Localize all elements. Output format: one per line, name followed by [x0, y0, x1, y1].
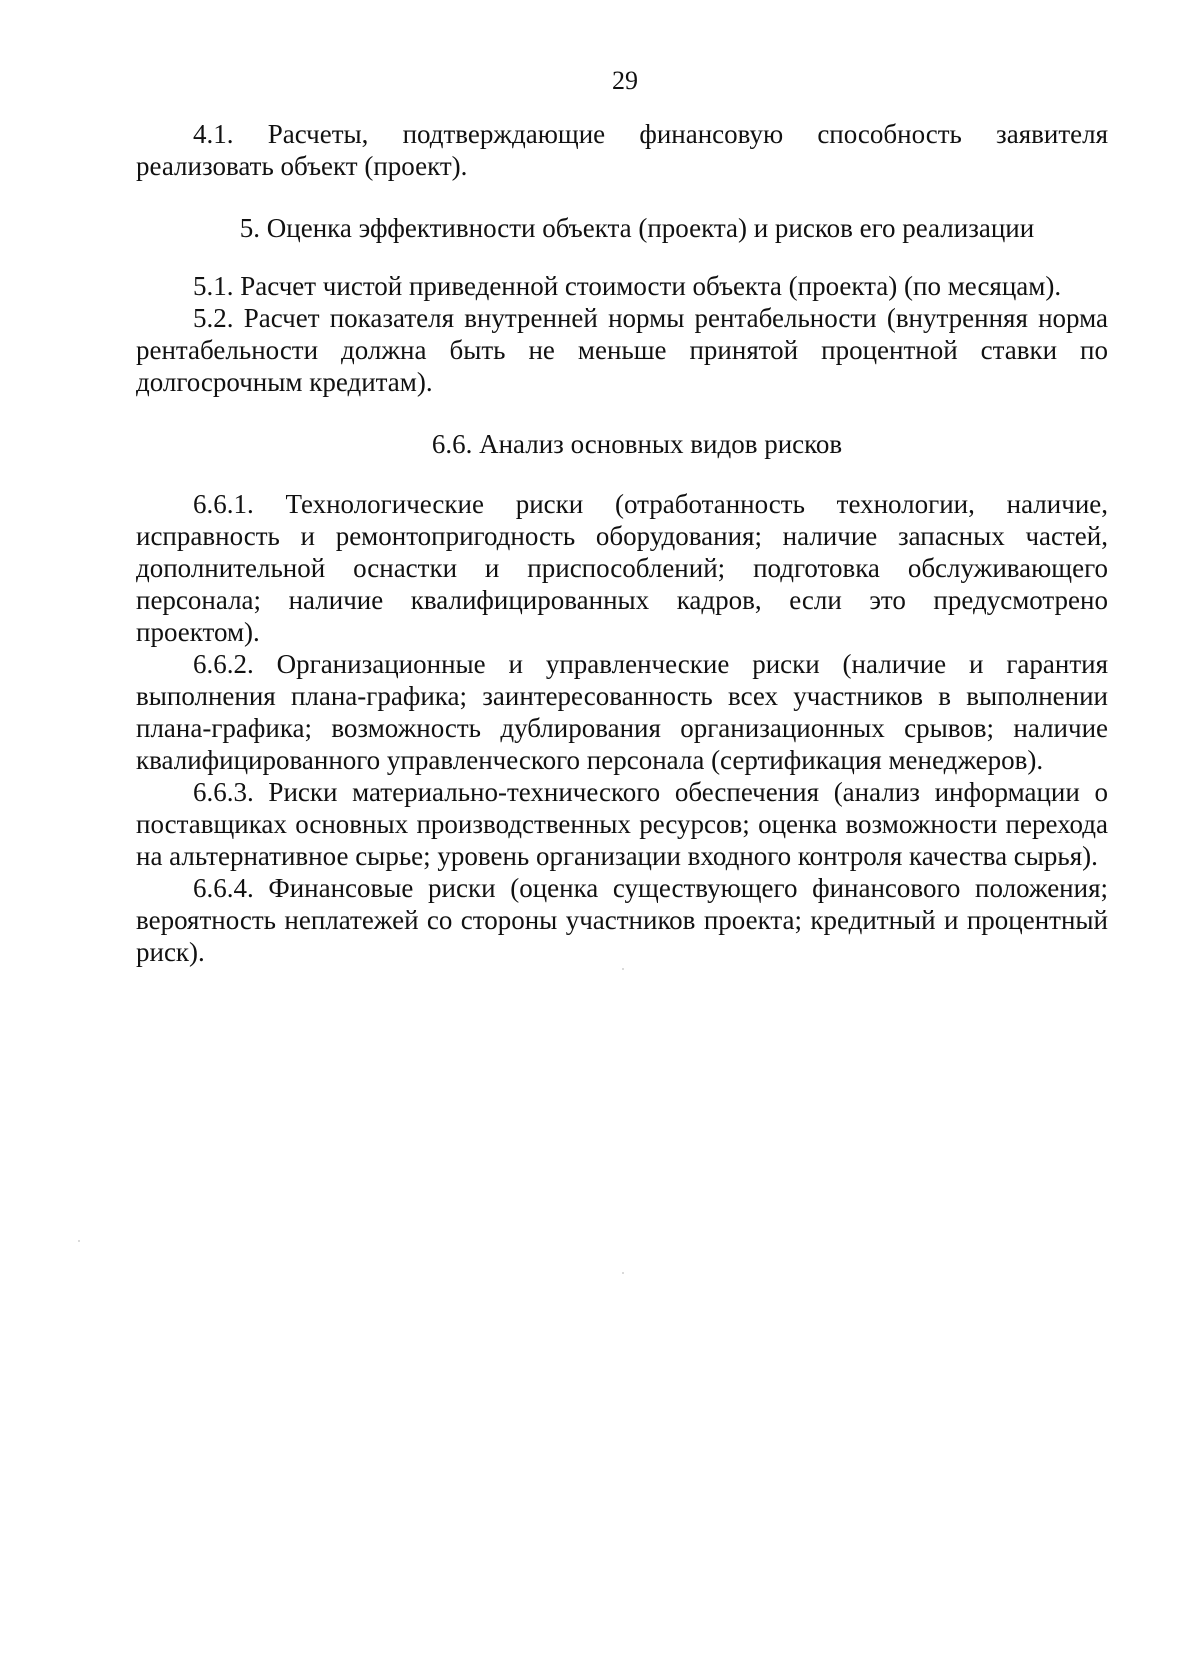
paragraph-5-1: 5.1. Расчет чистой приведенной стоимости объекта (проекта) (по месяцам). — [193, 271, 1062, 301]
scan-speck — [78, 1240, 80, 1242]
paragraph-6-6-1: 6.6.1. Технологические риски (отработанность технологии, наличие, исправность и ремонтопригодность оборудования; наличие запасных частей, дополнительной оснастки и приспособлений; подготовка обслуживающего персонала; наличие квалифицированных кадров, если это предусмотрено проектом). — [136, 489, 1108, 647]
document-body — [136, 118, 1108, 968]
scan-speck — [622, 968, 624, 970]
paragraph-6-6-3: 6.6.3. Риски материально-технического обеспечения (анализ информации о поставщиках основных производственных ресурсов; оценка возможности перехода на альтернативное сырье; уровень организации входного контроля качества сырья). — [136, 777, 1108, 871]
scan-speck — [622, 1272, 624, 1274]
paragraph-6-6-4: 6.6.4. Финансовые риски (оценка существующего финансового положения; вероятность неплатежей со стороны участников проекта; кредитный и процентный риск). — [136, 873, 1108, 967]
heading-section-5: 5. Оценка эффективности объекта (проекта) и рисков его реализации — [239, 213, 1035, 243]
page-number: 29 — [612, 66, 638, 95]
paragraph-4-1: 4.1. Расчеты, подтверждающие финансовую способность заявителя реализовать объект (проект). — [136, 119, 1108, 181]
paragraph-6-6-2: 6.6.2. Организационные и управленческие риски (наличие и гарантия выполнения плана-графика; заинтересованность всех участников в выполнении плана-графика; возможность дублирования организационных срывов; наличие квалифицированного управленческого персонала (сертификация менеджеров). — [136, 649, 1108, 775]
heading-section-6-6: 6.6. Анализ основных видов рисков — [431, 429, 843, 459]
paragraph-5-2: 5.2. Расчет показателя внутренней нормы рентабельности (внутренняя норма рентабельности должна быть не меньше принятой процентной ставки по долгосрочным кредитам). — [136, 303, 1108, 397]
